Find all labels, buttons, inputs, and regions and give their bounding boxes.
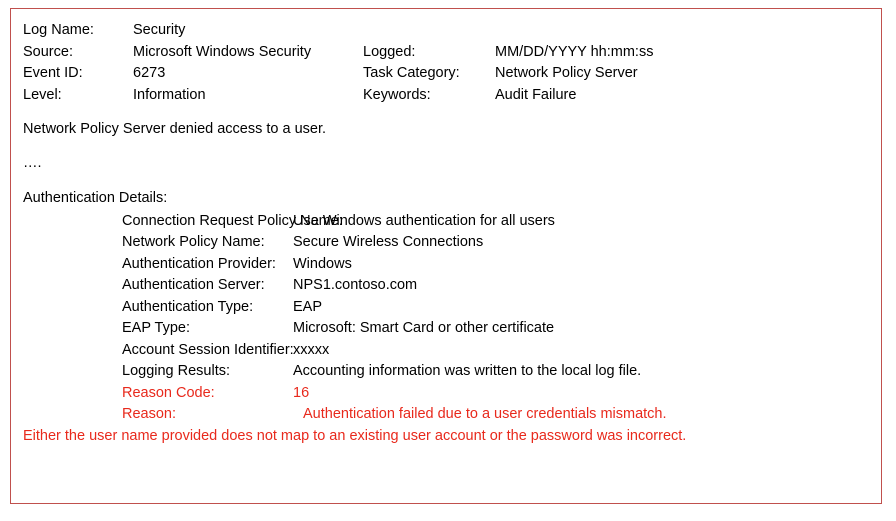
log-name-label: Log Name: xyxy=(23,22,94,38)
detail-value: xxxxx xyxy=(293,341,330,358)
detail-value: Use Windows authentication for all users xyxy=(293,212,555,229)
detail-row xyxy=(23,278,871,293)
detail-label: Authentication Server: xyxy=(122,277,265,293)
detail-row xyxy=(23,300,871,315)
level-label: Level: xyxy=(23,86,62,103)
detail-label: Logging Results: xyxy=(122,363,231,379)
detail-value: Windows xyxy=(293,255,352,272)
task-category-label: Task Category: xyxy=(363,65,460,81)
level-value: Information xyxy=(133,86,206,103)
detail-value: EAP xyxy=(293,298,323,315)
detail-row xyxy=(23,364,871,379)
event-header-row xyxy=(23,45,871,60)
detail-label: Authentication Type: xyxy=(122,298,254,315)
reason-value: Authentication failed due to a user credentials mismatch. xyxy=(303,406,667,422)
detail-row xyxy=(23,343,871,358)
keywords-value: Audit Failure xyxy=(495,86,577,103)
reason-code-label: Reason Code: xyxy=(122,384,215,401)
detail-row xyxy=(23,321,871,336)
detail-row xyxy=(23,257,871,272)
keywords-label: Keywords: xyxy=(363,86,431,103)
reason-footnote: Either the user name provided does not map to an existing user account or the password was incorrect. xyxy=(23,427,687,444)
authentication-details-list xyxy=(23,214,871,422)
detail-row xyxy=(23,214,871,229)
detail-label: Account Session Identifier: xyxy=(122,341,294,358)
event-id-label: Event ID: xyxy=(23,65,83,81)
logged-label: Logged: xyxy=(363,43,416,60)
reason-code-value: 16 xyxy=(293,384,310,401)
detail-label: Authentication Provider: xyxy=(122,255,276,272)
detail-value: Secure Wireless Connections xyxy=(293,234,484,250)
source-label: Source: xyxy=(23,43,73,60)
event-description: Network Policy Server denied access to a user. xyxy=(23,121,327,137)
detail-value: Accounting information was written to the local log file. xyxy=(293,363,642,379)
detail-label: Connection Request Policy Name: xyxy=(122,212,343,229)
logged-value: MM/DD/YYYY hh:mm:ss xyxy=(495,43,654,60)
log-name-value: Security xyxy=(133,22,186,38)
detail-row xyxy=(23,235,871,250)
event-header-row xyxy=(23,66,871,81)
source-value: Microsoft Windows Security xyxy=(133,43,312,60)
event-id-value: 6273 xyxy=(133,65,166,81)
event-header-row xyxy=(23,23,871,38)
detail-value: Microsoft: Smart Card or other certificate xyxy=(293,320,555,336)
reason-label: Reason: xyxy=(122,406,177,422)
detail-label: EAP Type: xyxy=(122,320,190,336)
authentication-details-title: Authentication Details: xyxy=(23,190,168,206)
event-log-panel xyxy=(10,8,882,504)
detail-label: Network Policy Name: xyxy=(122,234,265,250)
detail-row-reason xyxy=(23,407,871,422)
event-ellipsis: …. xyxy=(23,154,42,171)
event-log-content xyxy=(11,9,881,453)
event-header-row xyxy=(23,88,871,103)
detail-value: NPS1.contoso.com xyxy=(293,277,418,293)
detail-row-reason-code xyxy=(23,386,871,401)
task-category-value: Network Policy Server xyxy=(495,65,638,81)
event-header xyxy=(23,23,871,102)
